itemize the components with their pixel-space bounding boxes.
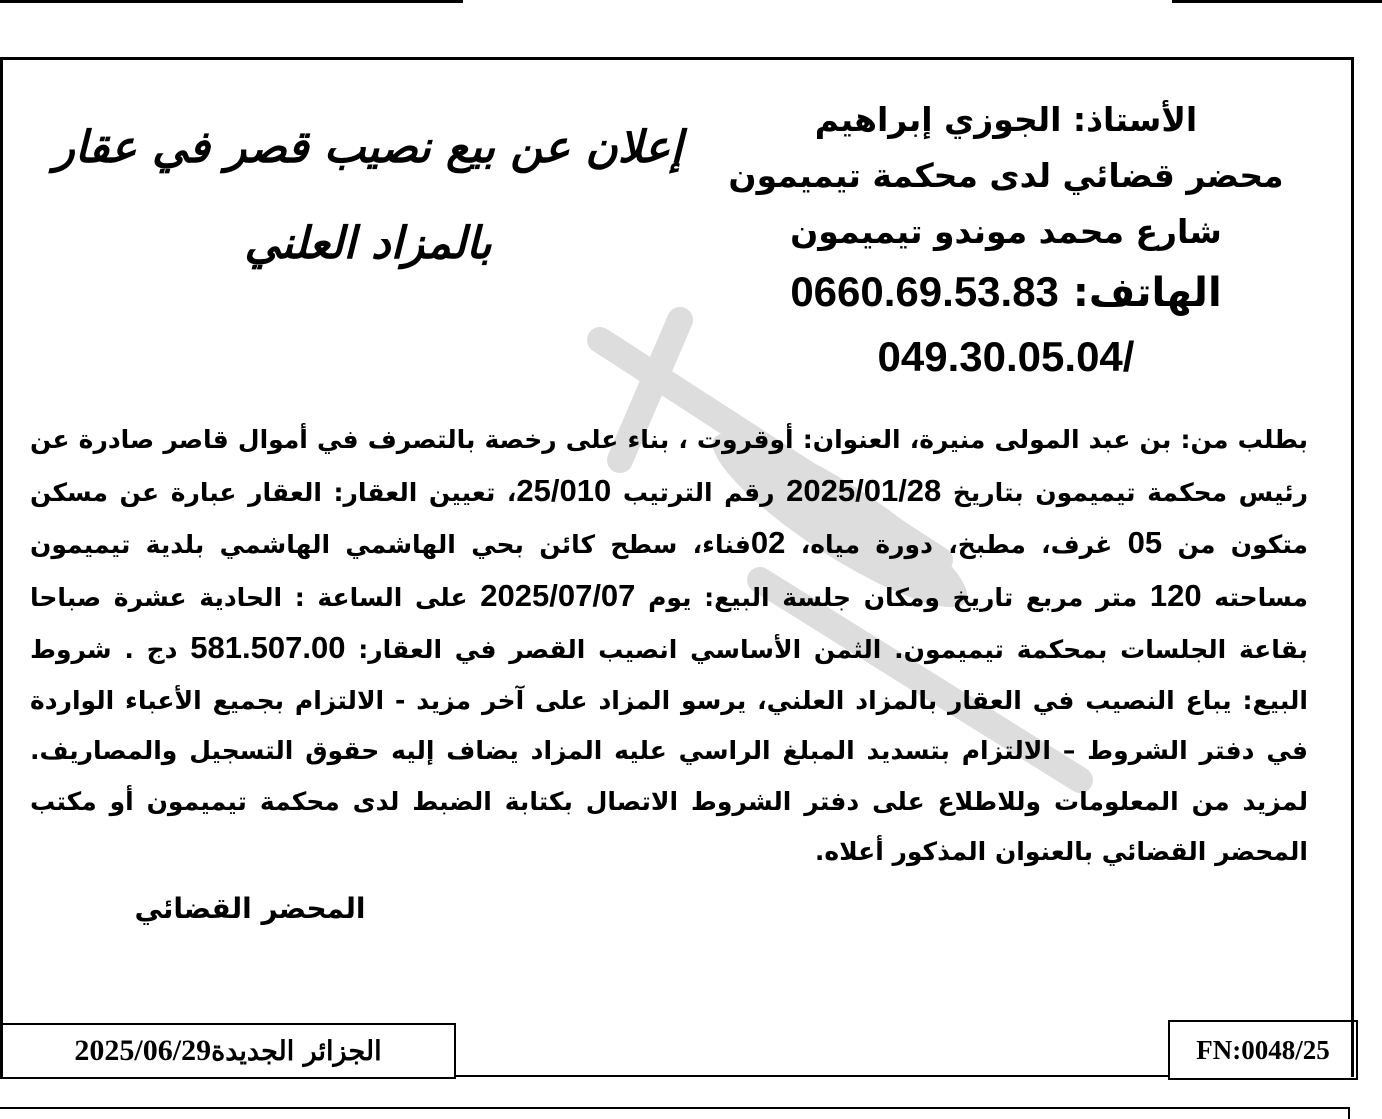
area-value: 120 (1149, 577, 1202, 613)
license-date: 2025/01/28 (786, 472, 942, 508)
yards-count: 02 (750, 525, 786, 560)
bailiff-role: محضر قضائي لدى محكمة تيميمون (728, 156, 1284, 195)
body-part-4: غرف، مطبخ، دورة مياه، (785, 530, 1128, 559)
title-line-1: إعلان عن بيع نصيب قصر في عقار (53, 122, 683, 173)
reference-box: FN:0048/25 (1168, 1020, 1358, 1080)
sale-date: 2025/07/07 (480, 577, 636, 613)
top-rule-right (1172, 0, 1382, 3)
signature: المحضر القضائي (134, 892, 366, 925)
body-part-5: فناء، سطح كائن بحي الهاشمي الهاشمي بلدية تيميمون مساحته (30, 530, 1308, 612)
body-part-7: على الساعة : الحادية عشرة صباحا بقاعة الجلسات بمحكمة تيميمون. الثمن الأساسي انصيب القصر في العقار: (30, 582, 1308, 664)
bailiff-phone-line-2 (726, 325, 1286, 390)
phone-number-1: 0660.69.53.83 (790, 268, 1059, 315)
top-rule-left (0, 0, 463, 3)
phone-number-2: 049.30.05.04/ (877, 333, 1135, 380)
rooms-count: 05 (1127, 525, 1163, 560)
bailiff-phone-line (726, 260, 1286, 325)
body-part-6: متر مربع تاريخ ومكان جلسة البيع: يوم (635, 582, 1150, 612)
publication-date: 2025/06/29 (74, 1034, 212, 1067)
announcement-title (18, 100, 718, 292)
newspaper-name: الجزائر الجديدة (211, 1035, 382, 1067)
body-part-2: رقم الترتيب (611, 477, 787, 507)
body-part-1: بطلب من: بن عبد المولى منيرة، العنوان: أوقروت ، بناء على رخصة بالتصرف في أموال قاصر صادرة عن رئيس محكمة تيميمون بتاريخ (30, 425, 1309, 507)
title-line-2: بالمزاد العلني (244, 218, 492, 269)
phone-label: الهاتف: (1058, 270, 1222, 316)
reference-number: 25/010 (516, 472, 612, 508)
bailiff-name: الأستاذ: الجوزي إبراهيم (814, 100, 1198, 139)
body-part-3: ، تعيين العقار: العقار عبارة عن مسكن متكون من (30, 477, 1308, 559)
body-part-8: دج . شروط البيع: يباع النصيب في العقار بالمزاد العلني، يرسو المزاد على آخر مزيد - الالتزام بجميع الأعباء الواردة في دفتر الشروط – الالتزام بتسديد المبلغ الراسي عليه المزاد يضاف إليه حقوق التسجيل والمصاريف. لمزيد من المعلومات وللاطلاع على دفتر الشروط الاتصال بكتابة الضبط لدى محكمة تيميمون أو مكتب المحضر القضائي بالعنوان المذكور أعلاه. (30, 635, 1308, 866)
bottom-rule (0, 1107, 1350, 1119)
announcement-body (30, 415, 1308, 878)
newspaper-box (0, 1023, 456, 1079)
frame-bottom-rule (455, 1075, 1169, 1077)
bailiff-address: شارع محمد موندو تيميمون (790, 212, 1222, 251)
bailiff-header (726, 92, 1286, 390)
base-price: 581.507.00 (190, 630, 346, 665)
